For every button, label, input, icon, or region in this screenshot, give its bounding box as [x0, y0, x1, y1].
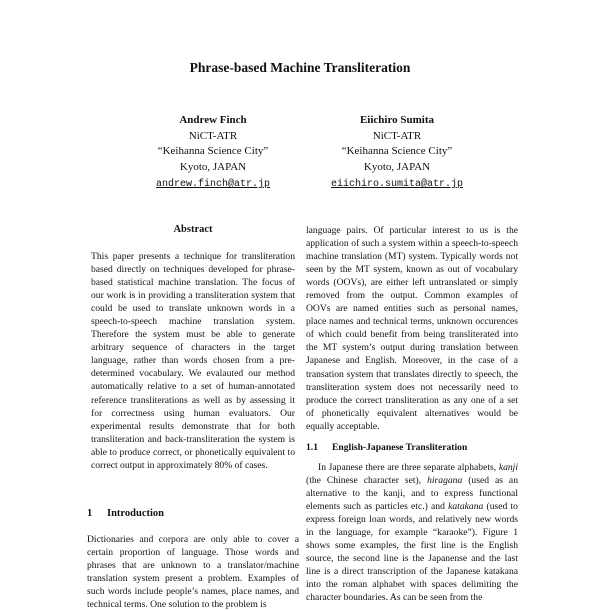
author-name: Eiichiro Sumita — [359, 114, 435, 126]
author-email-link[interactable]: andrew.finch@atr.jp — [155, 179, 271, 190]
left-column — [87, 250, 299, 472]
subsection-text: In Japanese there are three separate alphabets, kanji (the Chinese character set), hiragana (used as an alternative to the kanji, and to express functional elements such as particles etc.) and katakana (used to express foreign loan words, and relatively new words in the language, for example “karaoke”). Figure 1 shows some examples, the first line is the English source, the second line is the Japanense and the last line is a direct transcription of the Japanese katakana into the roman alphabet with spaces delimiting the character boundaries. As can be seen from the — [306, 462, 518, 604]
continuation-text: language pairs. Of particular interest to us is the application of such a system within a speech-to-speech machine translation (MT) system. Typically words not seen by the MT system, known as out of vocabulary words (OOVs), are either left untranslated or simply removed from the output. Common examples of OOVs are named entities such as personal names, place names and technical terms, unknown occurences of which could benefit from being transliterated into the MT system’s output during translation between Japanese and English. Moreover, in the case of a transation system that translates directly to speech, the transliteration system does not necessarily need to produce the correct transliteration as any one of a set of phonetically equivalent alternatives would be equally acceptable. — [306, 225, 518, 432]
author-location: Kyoto, JAPAN — [179, 160, 247, 173]
subsection-column — [306, 461, 518, 605]
author-block-2 — [297, 113, 497, 193]
section-number: 1 — [87, 508, 93, 519]
hiragana-term: hiragana — [427, 475, 463, 487]
kanji-term: kanji — [498, 462, 518, 473]
author-name: Andrew Finch — [179, 114, 247, 126]
author-email-link[interactable]: eiichiro.sumita@atr.jp — [330, 179, 464, 190]
section-title: Introduction — [107, 508, 164, 519]
abstract-text: This paper presents a technique for transliteration based directly on techniques developed for phrase-based statistical machine translation. The focus of our work is in providing a transliteration system that could be used to translate unknown words in a speech-to-speech machine translation system. Therefore the system must be able to generate arbitrary sequence of characters in the target language, rather than words chosen from a pre-determined vocabulary. We evalauted our method automatically relative to a set of human-annotated reference transliterations as well as by assessing it for correctness using human evaluators. Our experimental results demonstrate that for both transliteration and back-transliteration the system is able to produce correct, or phonetically equivalent to correct output in approximately 80% of cases. — [91, 251, 295, 471]
author-location: Kyoto, JAPAN — [363, 160, 431, 173]
author-place: “Keihanna Science City” — [157, 145, 269, 157]
right-column — [306, 224, 518, 433]
intro-text: Dictionaries and corpora are only able to cover a certain proportion of language. Those words and phrases that are unknown to a translator/machine translation system present a problem. Examples of such words include people’s names, place names, and technical terms. One solution to the problem is — [87, 534, 299, 611]
katakana-term: katakana — [448, 501, 484, 513]
subsection-1-1-heading — [306, 442, 467, 453]
author-affiliation: NiCT-ATR — [372, 129, 422, 142]
section-1-heading — [87, 508, 164, 519]
intro-column — [87, 533, 299, 611]
subsection-title: English-Japanese Transliteration — [332, 442, 468, 453]
subsection-number: 1.1 — [306, 442, 318, 453]
author-block-1 — [113, 113, 313, 193]
author-affiliation: NiCT-ATR — [188, 129, 238, 142]
author-place: “Keihanna Science City” — [341, 145, 453, 157]
paper-title: Phrase-based Machine Transliteration — [189, 60, 411, 75]
abstract-heading: Abstract — [173, 224, 213, 235]
